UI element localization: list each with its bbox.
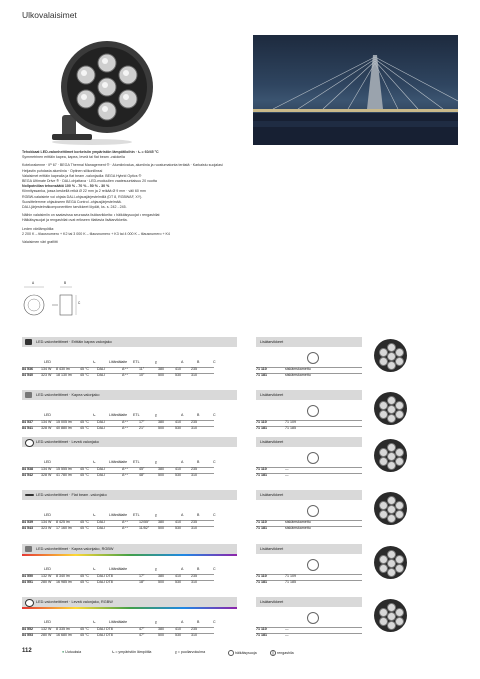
rgbw-color-bar	[22, 607, 237, 609]
table-cell-acc2: 71 109	[285, 574, 296, 578]
accessories-header: Lisätarvikkeet	[256, 390, 362, 400]
table-cell-etl: A⁺⁺	[122, 420, 129, 424]
column-header: LED	[44, 460, 51, 464]
column-header: B	[197, 513, 200, 517]
legend-glare: häikäisysuoja	[228, 650, 257, 656]
table-cell-b: 530	[175, 580, 181, 584]
table-cell-acc2: —	[285, 627, 289, 631]
luminaire-thumbnail	[374, 392, 407, 425]
table-cell-drv: DALI	[97, 426, 105, 430]
description-line: 2 200 K – tilausnumero + K2 tai 3 000 K – tilausnumero + K3 tai 4 000 K – tilausnumero + K4	[22, 231, 170, 236]
led-lens	[379, 501, 388, 510]
table-cell-ang: 17°	[139, 420, 145, 424]
section-header	[22, 490, 237, 500]
table-row	[22, 580, 362, 586]
description-line: Symmetrinen erittäin kapea, kapea, leveä tai flat beam -valokeila	[22, 155, 125, 160]
description-line: BEGA Ultimate Drive ® · DALI-ohjattava · LED-moduulien vaatesuuntaisuu 20 vuotta	[22, 179, 157, 184]
table-cell-led: 328 W	[41, 473, 52, 477]
led-lens	[395, 348, 404, 357]
table-cell-acc1: 71 110	[256, 520, 267, 524]
light-distribution-icon	[25, 599, 34, 607]
table-cell-lm: 8 340 lm	[56, 574, 70, 578]
table-cell-acc1: 71 181	[256, 473, 267, 477]
column-header: C	[213, 567, 216, 571]
floodlight-product-image	[22, 35, 202, 145]
column-header: A	[181, 360, 184, 364]
section-header	[22, 437, 237, 447]
column-header: B	[197, 620, 200, 624]
description-line: Valaisimet erittäin kapealla ja flat beam -valonjaolla: BEGA Hybrid Optics ®	[22, 173, 142, 178]
table-cell-c: 310	[191, 473, 197, 477]
led-lens	[379, 564, 388, 573]
table-cell-ta: 45 °C	[80, 426, 90, 430]
legend-new: ● Uutuuksia	[62, 650, 82, 654]
table-cell-c: 310	[191, 373, 197, 377]
table-cell-lm: 8 430 lm	[56, 367, 70, 371]
table-cell-c: 310	[191, 633, 197, 637]
column-header: Liitäntälaite	[109, 620, 128, 624]
section-header	[22, 390, 237, 400]
table-cell-drv: DALI	[97, 473, 105, 477]
led-lens	[379, 510, 388, 519]
section-title: LED-valonheittimet · Erittäin kapea valonjako	[36, 340, 112, 344]
accessories-header: Lisätarvikkeet	[256, 490, 362, 500]
table-cell-no: 84 543	[22, 526, 33, 530]
led-lens	[387, 461, 396, 470]
led-lens	[379, 457, 388, 466]
glare-shield-icon	[307, 612, 319, 624]
table-cell-ang: 21°	[139, 426, 145, 430]
table-cell-no: 84 552	[22, 627, 33, 631]
led-lens	[395, 457, 404, 466]
column-header: B	[197, 360, 200, 364]
led-lens	[387, 621, 396, 630]
table-cell-lm: 41 780 lm	[56, 473, 72, 477]
table-cell-drv: DALI DT8	[97, 574, 113, 578]
column-header: C	[213, 620, 216, 624]
table-cell-acc1: 71 110	[256, 574, 267, 578]
accessories-header: Lisätarvikkeet	[256, 437, 362, 447]
glare-shield-icon	[307, 452, 319, 464]
table-cell-b: 410	[175, 467, 181, 471]
column-header: A	[181, 513, 184, 517]
table-cell-etl: A⁺⁺	[122, 467, 129, 471]
table-cell-a: 500	[158, 473, 164, 477]
table-cell-lm: 40 880 lm	[56, 426, 72, 430]
column-header: ɣ	[155, 460, 157, 464]
table-cell-a: 380	[158, 520, 164, 524]
table-cell-acc2: 71 109	[285, 420, 296, 424]
product-description	[22, 150, 462, 245]
table-cell-lm: 15 555 lm	[56, 467, 72, 471]
table-cell-drv: DALI DT8	[97, 633, 113, 637]
table-cell-drv: DALI	[97, 373, 105, 377]
table-cell-drv: DALI	[97, 467, 105, 471]
table-cell-b: 530	[175, 526, 181, 530]
table-cell-acc2: siskämskamettu	[285, 367, 311, 371]
dimension-drawing	[22, 283, 84, 325]
table-cell-ta: 45 °C	[80, 526, 90, 530]
light-distribution-icon	[25, 439, 34, 447]
description-line: Heijastin puhdasta alumiinia · Optinen silikonilinssi	[22, 168, 103, 173]
table-cell-ta: 45 °C	[80, 574, 90, 578]
table-cell-b: 410	[175, 420, 181, 424]
product-section	[22, 390, 460, 438]
table-cell-ta: 45 °C	[80, 473, 90, 477]
table-cell-c: 235	[191, 627, 197, 631]
description-line: Nollpotniilan tehonsäätö 100 % - 70 % - 50 % - 30 %	[22, 184, 110, 189]
section-title: LED-valonheittimet · Kapea valonjako	[36, 393, 100, 397]
description-line: Näihin valaisimiin on saatavissa seuraavia lisätarvikkeita: • häikäisysuojat • rengashilat	[22, 213, 160, 218]
legend-dot-icon: ●	[62, 650, 65, 654]
table-row	[22, 426, 362, 432]
accessories-header: Lisätarvikkeet	[256, 544, 362, 554]
table-row	[22, 526, 362, 532]
column-header: ETL	[133, 360, 140, 364]
glare-shield-icon	[307, 352, 319, 364]
column-header: A	[181, 460, 184, 464]
led-lens	[379, 448, 388, 457]
rgbw-color-bar	[22, 554, 237, 556]
luminaire-thumbnail	[374, 339, 407, 372]
table-cell-led: 134 W	[41, 367, 52, 371]
table-cell-a: 380	[158, 574, 164, 578]
luminaire-thumbnail	[374, 439, 407, 472]
light-distribution-icon	[25, 494, 34, 496]
column-header: A	[181, 413, 184, 417]
table-cell-drv: DALI DT8	[97, 580, 113, 584]
column-header: A	[181, 567, 184, 571]
table-cell-lm: 16 985 lm	[56, 580, 72, 584]
table-cell-etl: A⁺⁺	[122, 473, 129, 477]
table-cell-b: 410	[175, 520, 181, 524]
column-header: ETL	[133, 513, 140, 517]
column-header: Liitäntälaite	[109, 360, 128, 364]
led-lens	[379, 555, 388, 564]
table-cell-acc2: siskämskamettu	[285, 373, 311, 377]
table-cell-no: 84 551	[22, 580, 33, 584]
light-distribution-icon	[25, 339, 32, 345]
table-cell-no: 84 542	[22, 473, 33, 477]
table-cell-a: 380	[158, 467, 164, 471]
table-cell-led: 280 W	[41, 580, 52, 584]
luminaire-thumbnail	[374, 492, 407, 525]
column-header: LED	[44, 413, 51, 417]
column-header: Liitäntälaite	[109, 513, 128, 517]
table-cell-acc2: —	[285, 473, 289, 477]
dim-label-b: B	[64, 281, 67, 285]
description-line: Suosittelemme ohjaukseen BEGA Control -ohjausjärjestelmää.	[22, 199, 122, 204]
table-cell-ta: 45 °C	[80, 420, 90, 424]
table-cell-led: 323 W	[41, 373, 52, 377]
table-cell-c: 310	[191, 580, 197, 584]
glare-shield-icon	[307, 559, 319, 571]
column-header: ɣ	[155, 360, 157, 364]
table-cell-led: 134 W	[41, 520, 52, 524]
table-row	[22, 473, 362, 479]
dim-label-a: A	[32, 281, 35, 285]
table-cell-ang: 12/55°	[139, 520, 150, 524]
product-section	[22, 544, 460, 592]
luminaire-thumbnail	[374, 599, 407, 632]
led-lens	[379, 617, 388, 626]
table-cell-no: 84 536	[22, 367, 33, 371]
column-header: tₐ	[93, 360, 96, 364]
luminaire-thumbnail	[374, 546, 407, 579]
table-cell-no: 84 550	[22, 574, 33, 578]
description-line: Häikäisysuojat ja rengashilat ovat erikseen tilattavia lisätarvikkeita.	[22, 218, 128, 223]
column-header: C	[213, 413, 216, 417]
column-header: ɣ	[155, 513, 157, 517]
table-cell-led: 134 W	[41, 420, 52, 424]
accessories-header: Lisätarvikkeet	[256, 597, 362, 607]
column-header: ɣ	[155, 413, 157, 417]
section-title: LED-valonheittimet · Kapea valonjako, RGBW	[36, 547, 114, 551]
table-cell-b: 530	[175, 426, 181, 430]
table-cell-no: 84 540	[22, 373, 33, 377]
led-lens	[395, 501, 404, 510]
section-title: LED-valonheittimet · Leveä valonjako	[36, 440, 99, 444]
light-distribution-icon	[25, 392, 32, 398]
led-lens	[395, 617, 404, 626]
led-lens	[379, 348, 388, 357]
table-cell-etl: A⁺⁺	[122, 520, 129, 524]
table-cell-lm: 8 335 lm	[56, 627, 70, 631]
led-lens	[395, 410, 404, 419]
table-cell-lm: 8 425 lm	[56, 520, 70, 524]
column-header: C	[213, 360, 216, 364]
table-cell-acc1: 71 181	[256, 580, 267, 584]
led-lens	[395, 357, 404, 366]
led-lens	[387, 414, 396, 423]
column-header: C	[213, 460, 216, 464]
column-header: B	[197, 460, 200, 464]
table-cell-ang: 45°	[139, 467, 145, 471]
legend-grid: rengashila	[270, 650, 294, 656]
section-header	[22, 544, 237, 554]
table-cell-c: 235	[191, 574, 197, 578]
dim-label-c: C	[78, 301, 81, 305]
table-cell-ang: 17°	[139, 574, 145, 578]
led-lens	[395, 608, 404, 617]
product-section	[22, 337, 460, 385]
column-header: B	[197, 413, 200, 417]
table-cell-no: 84 539	[22, 520, 33, 524]
column-header: tₐ	[93, 413, 96, 417]
led-lens	[387, 514, 396, 523]
product-section	[22, 490, 460, 538]
table-cell-no: 84 541	[22, 426, 33, 430]
table-cell-acc2: siskämskamettu	[285, 520, 311, 524]
column-header: LED	[44, 360, 51, 364]
table-cell-acc1: 71 110	[256, 627, 267, 631]
table-cell-acc2: —	[285, 633, 289, 637]
glare-shield-icon	[307, 405, 319, 417]
table-cell-ta: 45 °C	[80, 580, 90, 584]
table-cell-b: 410	[175, 627, 181, 631]
table-cell-a: 380	[158, 627, 164, 631]
description-line: Leden värilämpötila:	[22, 226, 55, 231]
table-cell-a: 500	[158, 373, 164, 377]
table-cell-lm: 15 005 lm	[56, 420, 72, 424]
table-cell-led: 328 W	[41, 426, 52, 430]
led-lens	[379, 401, 388, 410]
glare-shield-icon	[307, 505, 319, 517]
led-lens	[395, 555, 404, 564]
section-header	[22, 337, 237, 347]
column-header: C	[213, 513, 216, 517]
column-header: tₐ	[93, 513, 96, 517]
column-header: LED	[44, 567, 51, 571]
table-cell-c: 235	[191, 420, 197, 424]
description-line: Kiinnityssanka, jossa keskellä reikä Ø 22 mm ja 2 reikää Ø 9 mm · väli 60 mm	[22, 189, 146, 194]
column-header: A	[181, 620, 184, 624]
table-cell-no: 84 537	[22, 420, 33, 424]
page-number: 112	[22, 648, 32, 654]
table-cell-ta: 45 °C	[80, 520, 90, 524]
table-cell-ta: 45 °C	[80, 467, 90, 471]
table-cell-acc1: 71 181	[256, 373, 267, 377]
table-cell-acc1: 71 110	[256, 367, 267, 371]
table-cell-a: 500	[158, 580, 164, 584]
table-cell-no: 84 538	[22, 467, 33, 471]
led-lens	[387, 361, 396, 370]
table-cell-a: 500	[158, 526, 164, 530]
table-cell-acc1: 71 181	[256, 526, 267, 530]
table-cell-acc1: 71 110	[256, 467, 267, 471]
table-cell-a: 500	[158, 633, 164, 637]
table-cell-b: 530	[175, 373, 181, 377]
product-section	[22, 597, 460, 645]
column-header: ETL	[133, 460, 140, 464]
column-header: ɣ	[155, 567, 157, 571]
table-cell-acc2: siskämskamettu	[285, 526, 311, 530]
table-cell-drv: DALI	[97, 367, 105, 371]
table-cell-etl: A⁺⁺	[122, 373, 129, 377]
column-header: B	[197, 567, 200, 571]
table-cell-etl: A⁺⁺	[122, 426, 129, 430]
bridge-night-photo	[253, 35, 458, 145]
table-cell-led: 132 W	[41, 574, 52, 578]
section-title: LED-valonheittimet · Flat beam -valonjako	[36, 493, 107, 497]
table-cell-led: 132 W	[41, 627, 52, 631]
product-section	[22, 437, 460, 485]
column-header: LED	[44, 620, 51, 624]
table-cell-lm: 17 160 lm	[56, 526, 72, 530]
table-cell-no: 84 553	[22, 633, 33, 637]
table-cell-ta: 45 °C	[80, 367, 90, 371]
column-header: Liitäntälaite	[109, 567, 128, 571]
table-cell-ta: 45 °C	[80, 373, 90, 377]
table-cell-lm: 16 680 lm	[56, 633, 72, 637]
table-cell-ang: 47°	[139, 633, 145, 637]
table-cell-b: 530	[175, 473, 181, 477]
led-lens	[379, 608, 388, 617]
section-header	[22, 597, 237, 607]
column-header: tₐ	[93, 567, 96, 571]
table-cell-etl: A⁺⁺	[122, 526, 129, 530]
page-title: Ulkovalaisimet	[22, 10, 77, 20]
table-cell-drv: DALI	[97, 520, 105, 524]
table-cell-b: 530	[175, 633, 181, 637]
table-cell-led: 280 W	[41, 633, 52, 637]
table-cell-acc1: 71 181	[256, 633, 267, 637]
table-cell-ang: 18°	[139, 580, 145, 584]
column-header: Liitäntälaite	[109, 413, 128, 417]
table-cell-ta: 45 °C	[80, 633, 90, 637]
table-cell-etl: A⁺⁺	[122, 367, 129, 371]
led-lens	[379, 357, 388, 366]
table-cell-b: 410	[175, 574, 181, 578]
description-line: Valaisimen väri grafiitti	[22, 240, 58, 245]
description-line: DALI-järjestelmäkomponenttien tarvikkeet löydät, ks. s. 242 - 245.	[22, 205, 127, 210]
table-cell-lm: 18 130 lm	[56, 373, 72, 377]
ring-grid-icon	[270, 650, 276, 656]
legend-angle: ɣ = puoliarvokulma	[175, 650, 206, 654]
table-cell-drv: DALI	[97, 526, 105, 530]
table-cell-acc2: 71 185	[285, 426, 296, 430]
table-cell-ang: 47°	[139, 627, 145, 631]
glare-shield-icon	[228, 650, 234, 656]
table-cell-ta: 45 °C	[80, 627, 90, 631]
table-cell-acc1: 71 181	[256, 426, 267, 430]
column-header: Liitäntälaite	[109, 460, 128, 464]
table-cell-a: 500	[158, 426, 164, 430]
table-cell-drv: DALI DT8	[97, 627, 113, 631]
table-cell-ang: 11°	[139, 367, 145, 371]
column-header: LED	[44, 513, 51, 517]
led-lens	[395, 564, 404, 573]
accessories-header: Lisätarvikkeet	[256, 337, 362, 347]
column-header: tₐ	[93, 620, 96, 624]
table-cell-led: 134 W	[41, 467, 52, 471]
led-lens	[395, 510, 404, 519]
table-cell-acc2: —	[285, 467, 289, 471]
table-cell-c: 235	[191, 520, 197, 524]
column-header: tₐ	[93, 460, 96, 464]
table-row	[22, 373, 362, 379]
column-header: ɣ	[155, 620, 157, 624]
table-cell-ang: 48°	[139, 473, 145, 477]
light-distribution-icon	[25, 546, 32, 552]
table-cell-led: 323 W	[41, 526, 52, 530]
description-line: Tehokkaat LED-valonheittimet korkeisiin ympäristön lämpötiloihin · tₐ = 60/45 °C	[22, 150, 159, 154]
table-cell-c: 235	[191, 367, 197, 371]
legend-ta: tₐ = ympäristön lämpötila	[112, 650, 152, 654]
table-cell-c: 310	[191, 526, 197, 530]
table-cell-c: 235	[191, 467, 197, 471]
table-cell-drv: DALI	[97, 420, 105, 424]
column-header: ETL	[133, 413, 140, 417]
table-cell-a: 380	[158, 420, 164, 424]
section-title: LED-valonheittimet · Leveä valonjako, RGBW	[36, 600, 113, 604]
table-cell-acc1: 71 110	[256, 420, 267, 424]
description-line: RGBW-valaisinte voi ohjata DALI-ohjausjärjestelmillä (DT 8, RGBWAF, XY).	[22, 194, 143, 199]
led-lens	[379, 410, 388, 419]
table-cell-acc2: 71 185	[285, 580, 296, 584]
table-row	[22, 633, 362, 639]
led-lens	[395, 401, 404, 410]
table-cell-ang: 11/52°	[139, 526, 150, 530]
table-cell-b: 410	[175, 367, 181, 371]
table-cell-ang: 10°	[139, 373, 145, 377]
led-lens	[395, 448, 404, 457]
table-cell-a: 380	[158, 367, 164, 371]
description-line: Kotelorakenne · IP 67 · BEGA Thermal Management ® · Alumiinivalua, alumiinia ja ruostumatonta terästä · Karkaistu suojalasi	[22, 163, 223, 168]
led-lens	[387, 568, 396, 577]
table-cell-c: 310	[191, 426, 197, 430]
